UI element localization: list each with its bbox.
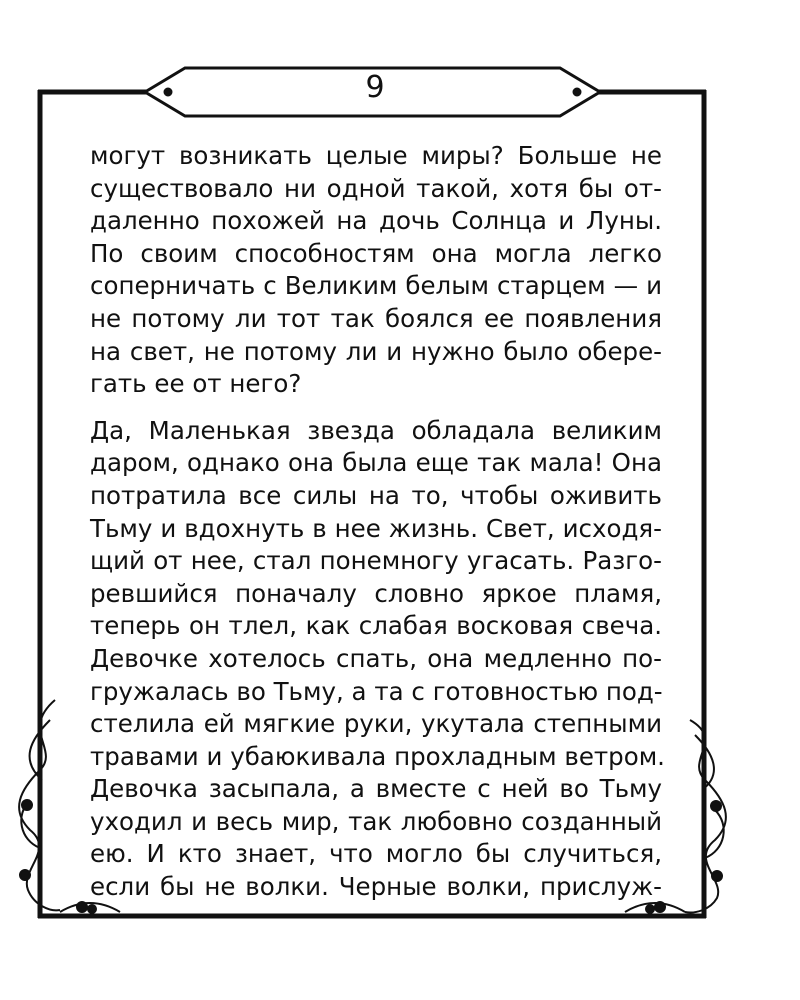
text-line: гружалась во Тьму, а та с готовностью под- bbox=[90, 676, 663, 706]
text-line: ревшийся поначалу словно яркое пламя, bbox=[90, 578, 662, 608]
text-line: если бы не волки. Черные волки, прислуж- bbox=[90, 872, 662, 902]
paragraph-2 bbox=[90, 415, 665, 904]
text-line: Тьму и вдохнуть в нее жизнь. Свет, исходя- bbox=[90, 513, 662, 543]
text-line: стелила ей мягкие руки, укутала степными bbox=[90, 709, 662, 739]
text-line: соперничать с Великим белым старцем — и bbox=[90, 271, 662, 301]
text-line: теперь он тлел, как слабая восковая свеча. bbox=[90, 611, 662, 641]
text-line: щий от нее, стал понемногу угасать. Разго- bbox=[90, 546, 662, 576]
page-number: 9 bbox=[365, 70, 385, 105]
text-line: Да, Маленькая звезда обладала великим bbox=[90, 415, 662, 445]
text-line: на свет, не потому ли и нужно было обере- bbox=[90, 336, 662, 366]
text-line: травами и убаюкивала прохладным ветром. bbox=[90, 741, 665, 771]
text-line: потратила все силы на то, чтобы оживить bbox=[90, 480, 662, 510]
text-line: уходил и весь мир, так любовно созданный bbox=[90, 806, 662, 836]
text-line: По своим способностям она могла легко bbox=[90, 238, 662, 268]
text-line: гать ее от него? bbox=[90, 369, 302, 399]
body-text bbox=[90, 140, 665, 904]
text-line: могут возникать целые миры? Больше не bbox=[90, 141, 662, 170]
text-line: ею. И кто знает, что могло бы случиться, bbox=[90, 839, 662, 869]
paragraph-1 bbox=[90, 140, 662, 401]
text-line: не потому ли тот так боялся ее появления bbox=[90, 303, 662, 333]
text-line: Девочка засыпала, а вместе с ней во Тьму bbox=[90, 774, 662, 804]
text-line: даленно похожей на дочь Солнца и Луны. bbox=[90, 206, 662, 236]
text-line: Девочке хотелось спать, она медленно по- bbox=[90, 643, 662, 673]
text-line: существовало ни одной такой, хотя бы от- bbox=[90, 173, 662, 203]
text-line: даром, однако она была еще так мала! Она bbox=[90, 448, 662, 478]
